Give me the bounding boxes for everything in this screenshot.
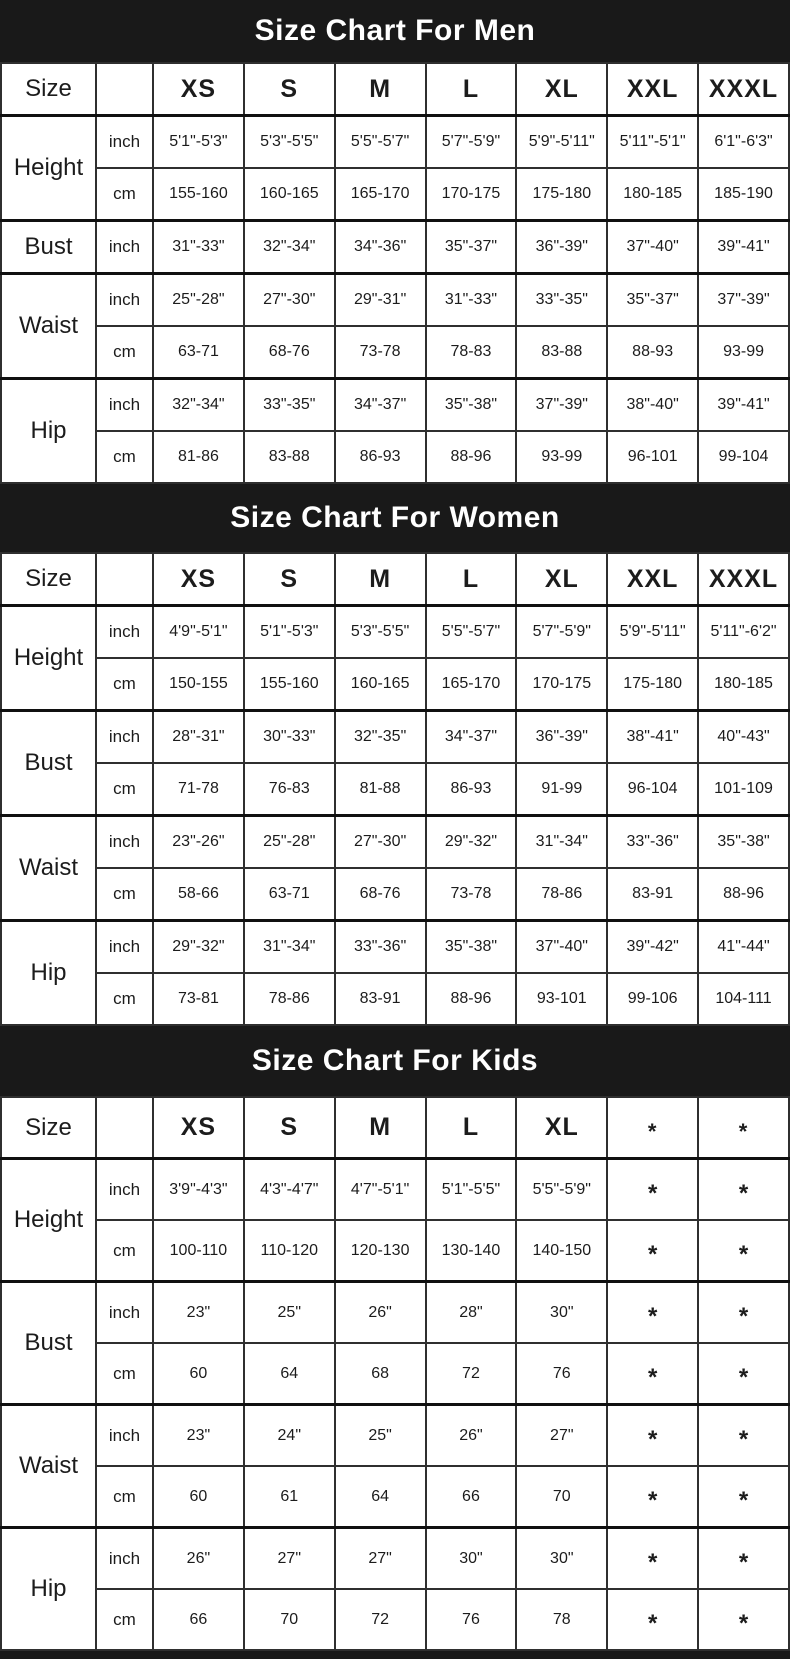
size-value-cell: 76: [426, 1589, 517, 1650]
unit-label-inch: inch: [96, 816, 153, 869]
size-value-cell: 31"-33": [426, 274, 517, 327]
size-value-cell: 61: [244, 1466, 335, 1528]
kids-chart-title: Size Chart For Kids: [251, 1044, 539, 1077]
size-value-cell: 180-185: [698, 658, 789, 711]
size-column-header-xl: XL: [516, 1097, 607, 1159]
men-hip-cm-row: [1, 431, 789, 483]
size-value-cell: 6'1"-6'3": [698, 116, 789, 169]
size-value-cell: *: [607, 1220, 698, 1282]
size-value-cell: 30"-33": [244, 711, 335, 764]
measurement-label-height: Height: [1, 116, 96, 221]
kids-hip-inch-row: [1, 1528, 789, 1590]
size-column-header-star: *: [607, 1097, 698, 1159]
size-value-cell: 93-99: [516, 431, 607, 483]
unit-column-header-blank: [96, 63, 153, 116]
size-value-cell: 64: [244, 1343, 335, 1405]
size-value-cell: *: [607, 1159, 698, 1221]
size-value-cell: 30": [516, 1528, 607, 1590]
size-column-header-xxl: XXL: [607, 553, 698, 606]
size-column-header-xxxl: XXXL: [698, 63, 789, 116]
size-value-cell: 83-91: [607, 868, 698, 921]
unit-label-inch: inch: [96, 221, 153, 274]
size-value-cell: 5'3"-5'5": [335, 606, 426, 659]
size-value-cell: 73-78: [426, 868, 517, 921]
size-value-cell: 83-88: [516, 326, 607, 379]
size-value-cell: 34"-37": [426, 711, 517, 764]
size-value-cell: 73-78: [335, 326, 426, 379]
size-value-cell: 33"-35": [244, 379, 335, 432]
kids-hip-cm-row: [1, 1589, 789, 1650]
size-value-cell: 60: [153, 1466, 244, 1528]
size-value-cell: 165-170: [335, 168, 426, 221]
size-value-cell: 81-86: [153, 431, 244, 483]
size-value-cell: 104-111: [698, 973, 789, 1025]
size-column-header-star: *: [698, 1097, 789, 1159]
unit-label-inch: inch: [96, 711, 153, 764]
size-value-cell: 88-93: [607, 326, 698, 379]
size-value-cell: 35"-38": [698, 816, 789, 869]
women-bust-cm-row: [1, 763, 789, 816]
women-waist-cm-row: [1, 868, 789, 921]
men-chart-title-band: [0, 0, 790, 62]
kids-waist-inch-row: [1, 1405, 789, 1467]
men-chart-title: Size Chart For Men: [254, 14, 536, 47]
size-value-cell: 37"-40": [607, 221, 698, 274]
kids-header-row: [1, 1097, 789, 1159]
size-value-cell: 25"-28": [244, 816, 335, 869]
size-value-cell: 29"-32": [153, 921, 244, 974]
size-value-cell: 60: [153, 1343, 244, 1405]
size-value-cell: 70: [244, 1589, 335, 1650]
size-value-cell: 78: [516, 1589, 607, 1650]
measurement-label-bust: Bust: [1, 1282, 96, 1405]
size-value-cell: *: [698, 1343, 789, 1405]
kids-size-chart-section: [0, 1026, 790, 1651]
size-value-cell: 101-109: [698, 763, 789, 816]
measurement-label-bust: Bust: [1, 221, 96, 274]
size-value-cell: 78-86: [244, 973, 335, 1025]
unit-column-header-blank: [96, 1097, 153, 1159]
measurement-label-hip: Hip: [1, 379, 96, 484]
size-value-cell: 26": [153, 1528, 244, 1590]
unit-label-inch: inch: [96, 274, 153, 327]
size-value-cell: 140-150: [516, 1220, 607, 1282]
size-value-cell: 31"-34": [516, 816, 607, 869]
size-value-cell: 26": [426, 1405, 517, 1467]
size-value-cell: *: [698, 1528, 789, 1590]
size-value-cell: 33"-36": [607, 816, 698, 869]
size-value-cell: 29"-32": [426, 816, 517, 869]
kids-chart-title-band: [0, 1026, 790, 1096]
measurement-label-height: Height: [1, 1159, 96, 1282]
size-column-header-m: M: [335, 63, 426, 116]
unit-label-cm: cm: [96, 868, 153, 921]
size-value-cell: 68: [335, 1343, 426, 1405]
size-value-cell: 5'11"-6'2": [698, 606, 789, 659]
size-value-cell: *: [607, 1466, 698, 1528]
size-value-cell: 96-101: [607, 431, 698, 483]
women-bust-inch-row: [1, 711, 789, 764]
size-column-header-xs: XS: [153, 63, 244, 116]
size-value-cell: 150-155: [153, 658, 244, 711]
size-column-header-xxl: XXL: [607, 63, 698, 116]
size-value-cell: 78-86: [516, 868, 607, 921]
measurement-label-bust: Bust: [1, 711, 96, 816]
size-value-cell: 155-160: [244, 658, 335, 711]
size-value-cell: 68-76: [244, 326, 335, 379]
men-size-table: [0, 62, 790, 484]
size-value-cell: 83-88: [244, 431, 335, 483]
size-value-cell: 83-91: [335, 973, 426, 1025]
size-value-cell: 27"-30": [244, 274, 335, 327]
measurement-label-hip: Hip: [1, 1528, 96, 1651]
size-value-cell: *: [698, 1159, 789, 1221]
size-value-cell: *: [607, 1528, 698, 1590]
kids-height-inch-row: [1, 1159, 789, 1221]
size-value-cell: 26": [335, 1282, 426, 1344]
size-value-cell: 66: [426, 1466, 517, 1528]
unit-column-header-blank: [96, 553, 153, 606]
size-value-cell: 5'5"-5'9": [516, 1159, 607, 1221]
size-column-header-s: S: [244, 63, 335, 116]
bottom-border-strip: [0, 1651, 790, 1659]
size-value-cell: *: [698, 1466, 789, 1528]
unit-label-inch: inch: [96, 1405, 153, 1467]
size-value-cell: 23": [153, 1282, 244, 1344]
size-value-cell: 185-190: [698, 168, 789, 221]
unit-label-inch: inch: [96, 1528, 153, 1590]
size-value-cell: 27"-30": [335, 816, 426, 869]
size-value-cell: 37"-39": [698, 274, 789, 327]
women-header-row: [1, 553, 789, 606]
size-value-cell: 64: [335, 1466, 426, 1528]
measurement-label-waist: Waist: [1, 274, 96, 379]
size-value-cell: 30": [516, 1282, 607, 1344]
size-column-header-xxxl: XXXL: [698, 553, 789, 606]
size-value-cell: *: [698, 1589, 789, 1650]
size-value-cell: 3'9"-4'3": [153, 1159, 244, 1221]
size-value-cell: 180-185: [607, 168, 698, 221]
women-chart-title-band: [0, 484, 790, 552]
size-value-cell: 5'7"-5'9": [426, 116, 517, 169]
unit-label-inch: inch: [96, 606, 153, 659]
size-value-cell: 5'7"-5'9": [516, 606, 607, 659]
size-value-cell: 35"-38": [426, 379, 517, 432]
size-value-cell: 35"-37": [426, 221, 517, 274]
size-value-cell: 23": [153, 1405, 244, 1467]
size-value-cell: 27": [244, 1528, 335, 1590]
size-value-cell: 28"-31": [153, 711, 244, 764]
size-column-header-xl: XL: [516, 553, 607, 606]
size-value-cell: 86-93: [426, 763, 517, 816]
size-value-cell: *: [698, 1405, 789, 1467]
unit-label-cm: cm: [96, 326, 153, 379]
men-size-chart-section: [0, 0, 790, 484]
women-size-table: [0, 552, 790, 1026]
kids-waist-cm-row: [1, 1466, 789, 1528]
size-value-cell: 88-96: [426, 431, 517, 483]
size-value-cell: 175-180: [516, 168, 607, 221]
unit-label-inch: inch: [96, 379, 153, 432]
size-value-cell: 27": [516, 1405, 607, 1467]
size-value-cell: 4'3"-4'7": [244, 1159, 335, 1221]
size-value-cell: 25"-28": [153, 274, 244, 327]
size-column-header-l: L: [426, 1097, 517, 1159]
men-header-row: [1, 63, 789, 116]
kids-height-cm-row: [1, 1220, 789, 1282]
measurement-label-hip: Hip: [1, 921, 96, 1026]
size-value-cell: 93-101: [516, 973, 607, 1025]
size-value-cell: 155-160: [153, 168, 244, 221]
size-value-cell: 4'7"-5'1": [335, 1159, 426, 1221]
kids-bust-inch-row: [1, 1282, 789, 1344]
size-value-cell: 76: [516, 1343, 607, 1405]
kids-size-table: [0, 1096, 790, 1651]
men-waist-cm-row: [1, 326, 789, 379]
size-column-header-xs: XS: [153, 1097, 244, 1159]
men-height-cm-row: [1, 168, 789, 221]
size-value-cell: 76-83: [244, 763, 335, 816]
size-column-header-m: M: [335, 553, 426, 606]
women-hip-cm-row: [1, 973, 789, 1025]
size-column-header-s: S: [244, 1097, 335, 1159]
size-value-cell: 130-140: [426, 1220, 517, 1282]
unit-label-cm: cm: [96, 1343, 153, 1405]
size-value-cell: 34"-37": [335, 379, 426, 432]
size-value-cell: 68-76: [335, 868, 426, 921]
women-chart-title: Size Chart For Women: [230, 501, 560, 534]
size-value-cell: 72: [335, 1589, 426, 1650]
size-value-cell: 39"-42": [607, 921, 698, 974]
size-value-cell: 86-93: [335, 431, 426, 483]
size-column-header: Size: [1, 63, 96, 116]
size-value-cell: 31"-33": [153, 221, 244, 274]
size-value-cell: 175-180: [607, 658, 698, 711]
size-value-cell: 88-96: [698, 868, 789, 921]
size-column-header-xs: XS: [153, 553, 244, 606]
size-value-cell: 99-106: [607, 973, 698, 1025]
size-value-cell: 170-175: [426, 168, 517, 221]
unit-label-inch: inch: [96, 1159, 153, 1221]
size-value-cell: 23"-26": [153, 816, 244, 869]
size-column-header: Size: [1, 553, 96, 606]
size-value-cell: 99-104: [698, 431, 789, 483]
size-value-cell: 28": [426, 1282, 517, 1344]
unit-label-inch: inch: [96, 1282, 153, 1344]
men-height-inch-row: [1, 116, 789, 169]
women-size-chart-section: [0, 484, 790, 1026]
size-value-cell: 91-99: [516, 763, 607, 816]
size-value-cell: 5'9"-5'11": [607, 606, 698, 659]
size-value-cell: 5'1"-5'3": [153, 116, 244, 169]
measurement-label-waist: Waist: [1, 1405, 96, 1528]
men-waist-inch-row: [1, 274, 789, 327]
size-value-cell: 165-170: [426, 658, 517, 711]
size-value-cell: 5'1"-5'5": [426, 1159, 517, 1221]
size-value-cell: 170-175: [516, 658, 607, 711]
men-bust-inch-row: [1, 221, 789, 274]
women-height-cm-row: [1, 658, 789, 711]
size-value-cell: 37"-39": [516, 379, 607, 432]
unit-label-cm: cm: [96, 1220, 153, 1282]
size-value-cell: 35"-37": [607, 274, 698, 327]
women-hip-inch-row: [1, 921, 789, 974]
size-value-cell: 100-110: [153, 1220, 244, 1282]
size-value-cell: 73-81: [153, 973, 244, 1025]
size-value-cell: 24": [244, 1405, 335, 1467]
size-value-cell: *: [698, 1220, 789, 1282]
size-value-cell: 39"-41": [698, 379, 789, 432]
size-value-cell: 31"-34": [244, 921, 335, 974]
size-value-cell: *: [607, 1282, 698, 1344]
size-value-cell: 32"-34": [244, 221, 335, 274]
size-value-cell: 70: [516, 1466, 607, 1528]
size-value-cell: 66: [153, 1589, 244, 1650]
size-value-cell: 36"-39": [516, 221, 607, 274]
measurement-label-height: Height: [1, 606, 96, 711]
size-value-cell: *: [607, 1405, 698, 1467]
size-value-cell: 30": [426, 1528, 517, 1590]
size-value-cell: 5'11"-5'1": [607, 116, 698, 169]
size-value-cell: 33"-35": [516, 274, 607, 327]
size-value-cell: 5'1"-5'3": [244, 606, 335, 659]
size-value-cell: 5'5"-5'7": [335, 116, 426, 169]
size-value-cell: 160-165: [244, 168, 335, 221]
unit-label-cm: cm: [96, 763, 153, 816]
size-value-cell: 36"-39": [516, 711, 607, 764]
unit-label-cm: cm: [96, 168, 153, 221]
size-value-cell: 37"-40": [516, 921, 607, 974]
size-value-cell: 32"-34": [153, 379, 244, 432]
size-value-cell: 160-165: [335, 658, 426, 711]
size-value-cell: 5'5"-5'7": [426, 606, 517, 659]
size-column-header: Size: [1, 1097, 96, 1159]
size-value-cell: 41"-44": [698, 921, 789, 974]
unit-label-inch: inch: [96, 921, 153, 974]
size-value-cell: 5'3"-5'5": [244, 116, 335, 169]
size-value-cell: 39"-41": [698, 221, 789, 274]
size-value-cell: *: [698, 1282, 789, 1344]
women-waist-inch-row: [1, 816, 789, 869]
size-value-cell: 96-104: [607, 763, 698, 816]
size-value-cell: *: [607, 1343, 698, 1405]
size-value-cell: 25": [244, 1282, 335, 1344]
size-value-cell: 38"-40": [607, 379, 698, 432]
size-value-cell: 93-99: [698, 326, 789, 379]
size-value-cell: 35"-38": [426, 921, 517, 974]
unit-label-cm: cm: [96, 431, 153, 483]
unit-label-cm: cm: [96, 1589, 153, 1650]
size-value-cell: 58-66: [153, 868, 244, 921]
size-value-cell: 78-83: [426, 326, 517, 379]
size-value-cell: 110-120: [244, 1220, 335, 1282]
size-value-cell: 40"-43": [698, 711, 789, 764]
men-hip-inch-row: [1, 379, 789, 432]
size-value-cell: 88-96: [426, 973, 517, 1025]
size-value-cell: *: [607, 1589, 698, 1650]
size-value-cell: 25": [335, 1405, 426, 1467]
size-value-cell: 71-78: [153, 763, 244, 816]
size-value-cell: 4'9"-5'1": [153, 606, 244, 659]
unit-label-cm: cm: [96, 973, 153, 1025]
size-value-cell: 34"-36": [335, 221, 426, 274]
size-value-cell: 33"-36": [335, 921, 426, 974]
women-height-inch-row: [1, 606, 789, 659]
unit-label-cm: cm: [96, 658, 153, 711]
size-value-cell: 38"-41": [607, 711, 698, 764]
size-value-cell: 63-71: [244, 868, 335, 921]
unit-label-cm: cm: [96, 1466, 153, 1528]
unit-label-inch: inch: [96, 116, 153, 169]
size-column-header-s: S: [244, 553, 335, 606]
kids-bust-cm-row: [1, 1343, 789, 1405]
measurement-label-waist: Waist: [1, 816, 96, 921]
size-value-cell: 5'9"-5'11": [516, 116, 607, 169]
size-column-header-l: L: [426, 553, 517, 606]
size-value-cell: 120-130: [335, 1220, 426, 1282]
size-column-header-l: L: [426, 63, 517, 116]
size-column-header-xl: XL: [516, 63, 607, 116]
size-value-cell: 81-88: [335, 763, 426, 816]
size-value-cell: 63-71: [153, 326, 244, 379]
size-value-cell: 72: [426, 1343, 517, 1405]
size-value-cell: 29"-31": [335, 274, 426, 327]
size-value-cell: 27": [335, 1528, 426, 1590]
size-column-header-m: M: [335, 1097, 426, 1159]
size-value-cell: 32"-35": [335, 711, 426, 764]
